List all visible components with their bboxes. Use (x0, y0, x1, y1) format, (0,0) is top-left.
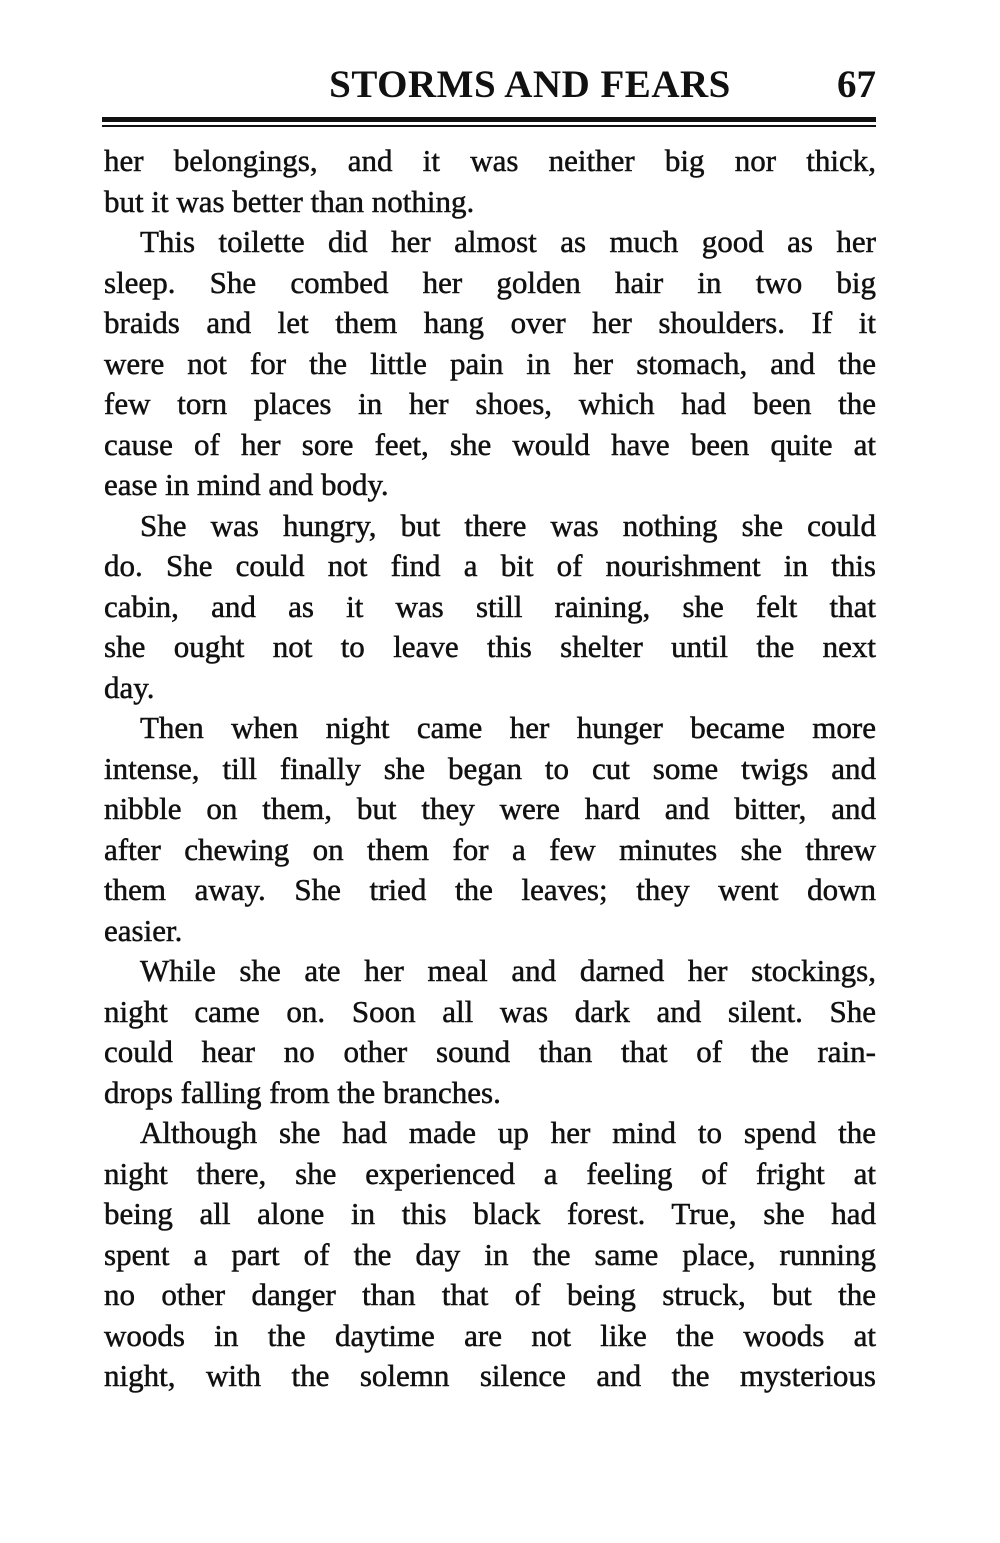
text-line: night came on. Soon all was dark and silent. She (104, 993, 876, 1029)
text-line: being all alone in this black forest. True, she had (104, 1196, 876, 1231)
text-line: This toilette did her almost as much good as her (140, 224, 876, 259)
text-line: day. (104, 669, 155, 705)
text-line: could hear no other sound than that of the rain- (104, 1034, 876, 1069)
text-line: She was hungry, but there was nothing she could (140, 507, 876, 543)
running-header (104, 62, 876, 112)
text-line: do. She could not find a bit of nourishment in this (104, 548, 876, 583)
text-line: no other danger than that of being struck, but the (104, 1277, 876, 1312)
text-line: night, with the solemn silence and the mysterious (104, 1358, 876, 1393)
text-line: While she ate her meal and darned her stockings, (140, 953, 876, 988)
text-line: drops falling from the branches. (104, 1074, 501, 1110)
text-line: braids and let them hang over her shoulders. If it (104, 305, 876, 340)
header-rule-thin (102, 125, 876, 127)
text-line: she ought not to leave this shelter until the next (104, 629, 876, 664)
text-line: sleep. She combed her golden hair in two big (104, 264, 876, 300)
text-line: Then when night came her hunger became more (140, 710, 876, 745)
header-rule-thick (102, 117, 876, 122)
text-line: after chewing on them for a few minutes she threw (104, 831, 876, 867)
text-line: them away. She tried the leaves; they went down (104, 872, 876, 907)
text-line: cause of her sore feet, she would have been quite at (104, 426, 876, 462)
text-line: cabin, and as it was still raining, she felt that (104, 588, 876, 624)
text-line: were not for the little pain in her stomach, and the (104, 345, 876, 381)
text-line: ease in mind and body. (104, 467, 389, 502)
page-number: 67 (837, 63, 876, 106)
running-title: STORMS AND FEARS (329, 63, 731, 106)
text-line: Although she had made up her mind to spend the (140, 1115, 876, 1150)
page-body-text (104, 141, 876, 1397)
text-line: night there, she experienced a feeling of fright at (104, 1155, 876, 1191)
text-line: easier. (104, 912, 183, 948)
text-line: few torn places in her shoes, which had been the (104, 386, 876, 421)
text-line: woods in the daytime are not like the woods at (104, 1317, 876, 1353)
text-line: intense, till finally she began to cut some twigs and (104, 750, 876, 786)
text-line: but it was better than nothing. (104, 183, 475, 219)
text-line: spent a part of the day in the same place, running (104, 1236, 876, 1272)
text-line: nibble on them, but they were hard and bitter, and (104, 791, 876, 826)
text-line: her belongings, and it was neither big nor thick, (104, 143, 876, 178)
